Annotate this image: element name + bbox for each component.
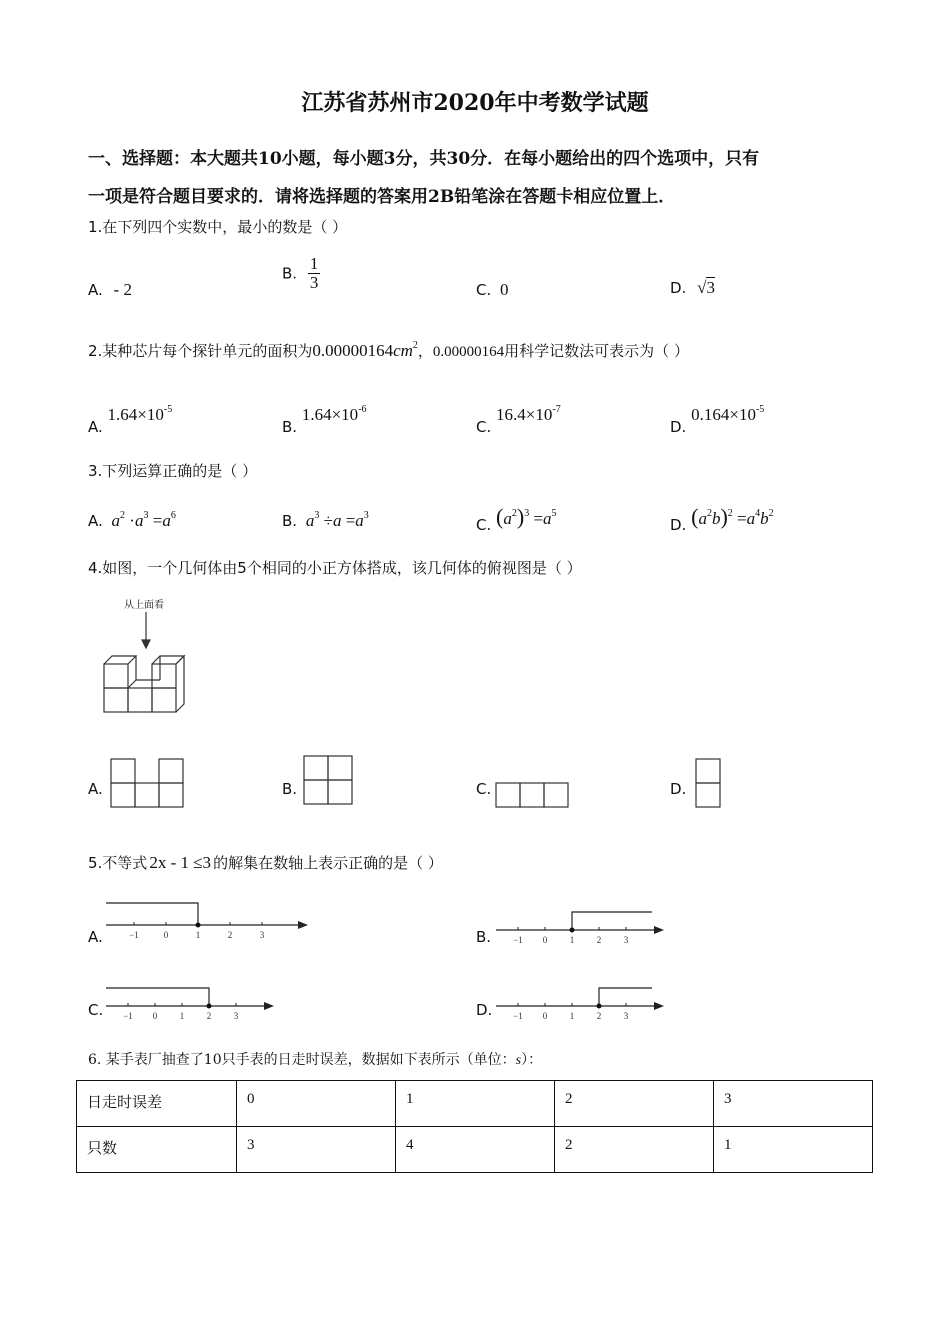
- option-label: D.: [670, 418, 687, 436]
- question-6-stem: [88, 1049, 542, 1069]
- expression: $(a^2b)^2 =a^4b^2$: [691, 504, 774, 529]
- section-instruction-line1: 一、选择题：本大题共10小题，每小题3分，共30分．在每小题给出的四个选项中，只有: [88, 149, 760, 169]
- q3-option-d: [670, 504, 774, 534]
- option-value: [496, 405, 561, 424]
- option-value: [108, 405, 173, 424]
- solution-bracket: [106, 903, 198, 925]
- question-3-stem: 3.下列运算正确的是（ ）: [88, 462, 258, 480]
- q1-option-c: [476, 280, 509, 300]
- option-label: B.: [282, 418, 298, 436]
- tick-label: 2: [206, 1011, 212, 1021]
- tick-label: −1: [513, 935, 523, 945]
- q5-option-d-label: D.: [476, 1001, 493, 1019]
- sci-base: 16.4×10: [496, 405, 553, 424]
- unit: s: [515, 1053, 522, 1068]
- option-label: A.: [88, 512, 103, 530]
- q2-option-a: [88, 404, 172, 436]
- q5-option-d-number-line: [494, 982, 670, 1026]
- expression: $a^2 \cdot a^3 =a^6$: [111, 510, 176, 530]
- stem-text-2: 用科学记数法可表示为（ ）: [504, 342, 689, 360]
- stem-text-2: ）：: [521, 1052, 543, 1068]
- table-cell: 1: [714, 1127, 873, 1173]
- q5-option-a-label: A.: [88, 928, 103, 946]
- area-value: [312, 341, 418, 360]
- tick-label: 3: [233, 1011, 239, 1021]
- section-instruction-line2: 一项是符合题目要求的．请将选择题的答案用2B铅笔涂在答题卡相应位置上．: [88, 187, 676, 207]
- question-2-stem: [88, 340, 689, 361]
- stem-text-2: 的解集在数轴上表示正确的是（ ）: [213, 854, 443, 872]
- option-value: 0: [500, 280, 509, 299]
- stem-text: 2.某种芯片每个探针单元的面积为: [88, 342, 313, 360]
- sci-exponent: -5: [163, 404, 173, 415]
- axis-arrow-icon: [298, 921, 308, 929]
- tick-label: 0: [542, 935, 548, 945]
- option-label: C.: [476, 418, 492, 436]
- q2-option-c: [476, 404, 561, 436]
- view-direction-label: 从上面看: [124, 600, 164, 611]
- table-cell: 2: [555, 1081, 714, 1127]
- page-title: 江苏省苏州市2020年中考数学试题: [301, 90, 649, 116]
- area-number: 0.00000164: [312, 341, 394, 360]
- tick-label: 2: [227, 930, 233, 940]
- q5-option-c-label: C.: [88, 1001, 104, 1019]
- stem-number: ，0.00000164: [417, 344, 505, 360]
- q2-option-d: [670, 404, 764, 436]
- tick-label: 2: [596, 1011, 602, 1021]
- tick-label: 1: [179, 1011, 185, 1021]
- question-5-stem: [88, 852, 443, 873]
- q4-option-a-figure: [110, 758, 186, 810]
- tick-label: −1: [123, 1011, 133, 1021]
- option-label: D.: [670, 279, 687, 297]
- q4-option-c-figure: [495, 782, 571, 810]
- q4-option-b-figure: [303, 755, 355, 807]
- tick-label: −1: [129, 930, 139, 940]
- q1-option-b: [282, 255, 320, 292]
- table-cell: 1: [396, 1081, 555, 1127]
- table-row: [77, 1127, 873, 1173]
- option-label: B.: [282, 264, 298, 283]
- tick-label: 3: [623, 1011, 629, 1021]
- sci-base: 1.64×10: [107, 405, 164, 424]
- q5-option-a-number-line: [104, 898, 314, 948]
- q4-option-b-label: B.: [282, 780, 298, 798]
- fraction-denominator: 3: [309, 272, 319, 292]
- solid-point: [570, 928, 575, 933]
- tick-label: 1: [569, 935, 575, 945]
- fraction-numerator: 1: [309, 254, 319, 273]
- q4-option-d-figure: [695, 758, 723, 810]
- q1-option-a: [88, 280, 132, 300]
- tick-label: 3: [259, 930, 265, 940]
- question-4-stem: 4.如图，一个几何体由5个相同的小正方体搭成，该几何体的俯视图是（ ）: [88, 559, 582, 577]
- tick-label: 2: [596, 935, 602, 945]
- option-value: [302, 405, 367, 424]
- area-exponent: 2: [412, 340, 418, 351]
- tick-label: 0: [542, 1011, 548, 1021]
- option-label: C.: [476, 516, 492, 534]
- option-value: - 2: [113, 280, 132, 299]
- tick-label: −1: [513, 1011, 523, 1021]
- axis-arrow-icon: [654, 926, 664, 934]
- sqrt-expression: [697, 278, 715, 297]
- radicand: 3: [706, 278, 715, 297]
- tick-label: 0: [152, 1011, 158, 1021]
- table-cell: 4: [396, 1127, 555, 1173]
- q3-option-b: [282, 510, 369, 531]
- table-cell: 只数: [77, 1127, 237, 1173]
- q4-option-c-label: C.: [476, 780, 492, 798]
- option-label: B.: [282, 512, 298, 530]
- solid-point: [597, 1004, 602, 1009]
- option-value: [691, 405, 764, 424]
- stem-text: 6. 某手表厂抽查了10只手表的日走时误差，数据如下表所示（单位：: [88, 1052, 516, 1068]
- table-cell: 3: [237, 1127, 396, 1173]
- q5-option-b-number-line: [494, 904, 670, 948]
- option-label: D.: [670, 516, 687, 534]
- q1-option-d: [670, 278, 715, 298]
- error-data-table: [76, 1080, 873, 1173]
- option-label: C.: [476, 281, 492, 299]
- sqrt-icon: √: [697, 278, 707, 297]
- solid-point: [196, 923, 201, 928]
- tick-label: 0: [163, 930, 169, 940]
- solid-point: [207, 1004, 212, 1009]
- stem-text: 5.不等式: [88, 854, 148, 872]
- cube-figure: [96, 608, 196, 718]
- sci-exponent: -5: [755, 404, 765, 415]
- sci-exponent: -7: [552, 404, 561, 415]
- inequality-expression: 2x - 1 ≤3: [149, 853, 212, 872]
- q5-option-c-number-line: [104, 982, 280, 1026]
- table-row: [77, 1081, 873, 1127]
- table-cell: 3: [714, 1081, 873, 1127]
- axis-arrow-icon: [654, 1002, 664, 1010]
- fraction: [308, 255, 321, 292]
- q2-option-b: [282, 404, 367, 436]
- sci-exponent: -6: [358, 404, 367, 415]
- sci-base: 0.164×10: [691, 405, 756, 424]
- expression: $(a^2)^3 =a^5$: [496, 504, 557, 529]
- expression: $a^3 \div a =a^3$: [305, 510, 369, 530]
- axis-arrow-icon: [264, 1002, 274, 1010]
- q3-option-c: [476, 504, 557, 534]
- tick-label: 1: [569, 1011, 575, 1021]
- solution-bracket: [572, 912, 652, 930]
- option-label: A.: [88, 281, 103, 299]
- option-label: A.: [88, 418, 103, 436]
- table-cell: 2: [555, 1127, 714, 1173]
- tick-label: 1: [195, 930, 201, 940]
- solution-bracket: [106, 988, 209, 1006]
- q4-option-a-label: A.: [88, 780, 103, 798]
- table-cell: 0: [237, 1081, 396, 1127]
- area-unit: cm: [393, 341, 413, 360]
- table-cell: 日走时误差: [77, 1081, 237, 1127]
- question-1-stem: 1.在下列四个实数中，最小的数是（ ）: [88, 218, 348, 236]
- q4-option-d-label: D.: [670, 780, 687, 798]
- sci-base: 1.64×10: [301, 405, 359, 424]
- q3-option-a: [88, 510, 176, 531]
- q5-option-b-label: B.: [476, 928, 492, 946]
- tick-label: 3: [623, 935, 629, 945]
